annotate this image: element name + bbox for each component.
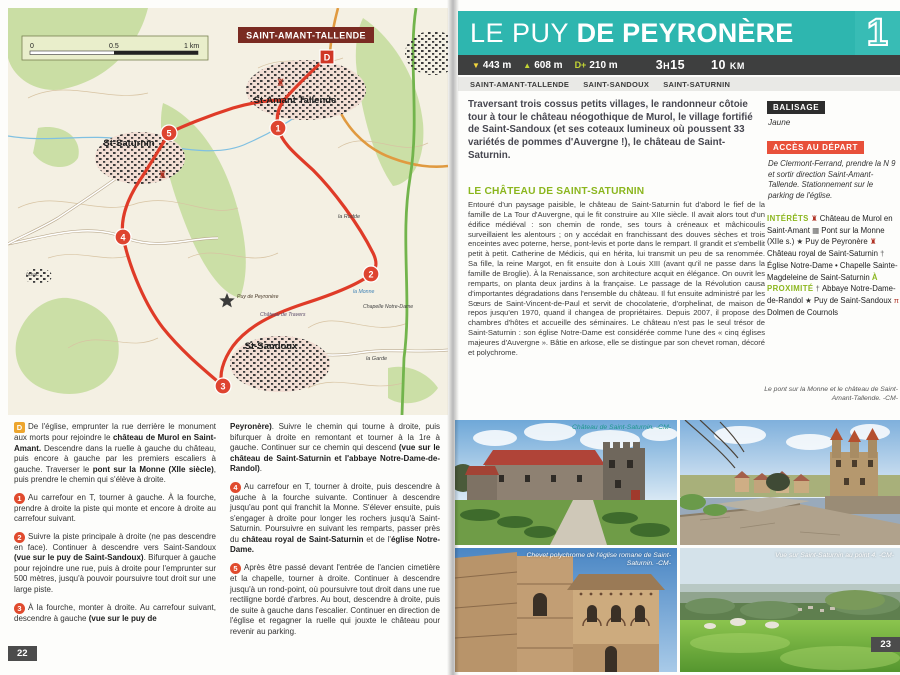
dolmen-icon: π: [893, 295, 899, 305]
label-la-rodde: la Rodde: [338, 214, 361, 220]
map-scale-bar: [22, 36, 208, 60]
town-1: SAINT-AMANT-TALLENDE: [470, 79, 570, 89]
map-marker-4: 4: [120, 232, 126, 243]
star-icon: ★: [796, 237, 806, 247]
step-marker-3: 3: [14, 603, 25, 614]
map-marker-2: 2: [368, 269, 374, 280]
title-bar: [458, 11, 855, 55]
page-title-bold: DE PEYRONÈRE: [576, 17, 794, 48]
photo2-scene: [680, 420, 900, 545]
towns-bar: [458, 77, 900, 91]
label-puy-peyronere: Puy de Peyronère: [237, 294, 279, 300]
step-3: 3 À la fourche, monter à droite. Au carrefour suivant, descendre à gauche (vue sur le puy de: [14, 602, 216, 623]
acces-badge: ACCÈS AU DÉPART: [767, 141, 864, 154]
castle-icon: ♜: [810, 214, 820, 224]
page-title-light: LE PUY: [470, 17, 577, 48]
church-icon: †: [880, 249, 885, 259]
step-3-continued: Peyronère). Suivre le chemin qui tourne à droite, puis bifurquer à droite en remontant et tourner à la 1re à gauche. Continuer sur ce chemin qui descend (vue sur le château de Saint-Saturnin et l'abbaye Notre-Dame-de-Randol).: [230, 422, 440, 474]
stats-bar: [458, 55, 900, 75]
instructions-column-1: [14, 422, 216, 631]
photo1-scene: [455, 420, 677, 545]
step-marker-5: 5: [230, 563, 241, 574]
star-icon: ★: [805, 295, 814, 305]
photo3-caption: Chevet polychrome de l'église romane de Saint-Saturnin. -CM-: [526, 552, 671, 568]
section-heading: LE CHÂTEAU DE SAINT-SATURNIN: [468, 186, 645, 197]
distance-value: 10 km: [711, 58, 745, 72]
page-gutter: [447, 0, 459, 675]
photo4-scene: [680, 548, 900, 672]
step-marker-2: 2: [14, 532, 25, 543]
castle-icon: ♜: [869, 237, 877, 247]
town-2: SAINT-SANDOUX: [583, 79, 650, 89]
step-d: D De l'église, emprunter la rue derrière le monument aux morts pour rejoindre le château de Murol en Saint-Amant. Descendre dans la ruelle à gauche du château, puis encore à gauche par les premiers escaliers à gauche. Traverser le pont sur la Monne (XIIe siècle), puis prendre le chemin qui s'élève à droite.: [14, 422, 216, 485]
topo-map: [8, 8, 448, 415]
label-la-garde: la Garde: [366, 356, 388, 362]
page-number-right: 23: [871, 637, 900, 652]
label-la-monne: la Monne: [353, 289, 375, 295]
sidebar-photo-caption: Le pont sur la Monne et le château de Saint-Amant-Tallende. -CM-: [764, 386, 898, 402]
balisage-value: Jaune: [768, 118, 791, 127]
hike-number-badge: 1: [855, 11, 900, 55]
scale-zero: 0: [30, 43, 34, 50]
label-st-saturnin: St-Saturnin: [103, 138, 155, 149]
castle-icon: ♜: [276, 78, 285, 89]
church-icon: †: [815, 284, 822, 294]
scale-one: 1 km: [184, 43, 200, 50]
step-2: 2 Suivre la piste principale à droite (ne pas descendre en face). Continuer à descendre vers Saint-Sandoux (vue sur le puy de Saint-Sandoux). Bifurquer à gauche pour rejoindre une rue, puis à droite pour l'emprunter sur 500 mètres, jusqu'à pouvoir poursuivre tout droit sur une large piste.: [14, 531, 216, 595]
town-3: SAINT-SATURNIN: [663, 79, 731, 89]
photo1-caption: Château de Saint-Saturnin. -CM-: [572, 424, 671, 431]
step-marker-1: 1: [14, 493, 25, 504]
page-number-left: 22: [8, 646, 37, 661]
dplus-icon: D+: [574, 60, 587, 70]
interets-label: INTÉRÊTS: [767, 214, 809, 224]
map-marker-1: 1: [275, 123, 281, 134]
step-4: 4 Au carrefour en T, tourner à droite, puis descendre à gauche à la fourche suivante. Continuer à descendre jusqu'au pont qui franchit la Monne. S'élever ensuite, puis s'engager à droite pour longer les rochers jusqu'à Saint-Saturnin. Poursuivre en suivant les remparts, passer près du château royal de Saint-Saturnin et de l'église Notre-Dame.: [230, 481, 440, 555]
info-sidebar: [767, 97, 900, 318]
map-marker-5: 5: [166, 128, 172, 139]
label-chapelle-nd: Chapelle Notre-Dame: [363, 304, 414, 310]
map-marker-3: 3: [220, 381, 226, 392]
instructions-column-2: [230, 422, 440, 644]
scale-half: 0.5: [109, 43, 119, 50]
step-marker-d: D: [14, 422, 25, 433]
label-st-amant: St-Amant Tallende: [253, 95, 337, 106]
map-town-badge: [238, 27, 374, 43]
balisage-badge: BALISAGE: [767, 101, 825, 114]
dplus-value: 210 m: [589, 59, 618, 71]
route-instructions: [14, 422, 440, 662]
photo-vue-saint-saturnin: [680, 548, 900, 672]
right-page: [455, 0, 900, 675]
descent-icon: ▼: [472, 60, 480, 70]
photo4-caption: Vue sur Saint-Saturnin au point 4. -CM-: [775, 552, 894, 559]
photo-pont-et-chateau: [680, 420, 900, 545]
step-marker-4: 4: [230, 482, 241, 493]
intro-paragraph: Traversant trois cossus petits villages, le randonneur côtoie tour à tour le château néogothique de Murol, le village fortifié de Saint-Sandoux (et ses coteaux lumineux où poussent 33 variétés de pommes d'Auvergne !), le château de Saint-Saturnin.: [468, 99, 753, 161]
descent-value: 443 m: [482, 59, 512, 71]
step-5: 5 Après être passé devant l'entrée de l'ancien cimetière et la chapelle, tourner à droite. Continuer à descendre jusqu'à un rond-point, où poursuivre tout droit dans une rue rectiligne bordé d'arbres. Au bout, descendre à droite, puis de suite à gauche dans l'escalier. Continuer en direction de l'église et regagner la ruelle qui jouxte le château pour revenir au parking.: [230, 563, 440, 636]
castle-icon: ♜: [158, 170, 167, 181]
bridge-icon: ▦: [812, 225, 822, 235]
photo-chevet-eglise: [455, 548, 677, 672]
interets-list: INTÉRÊTS ♜ Château de Murol en Saint-Amant ▦ Pont sur la Monne (XIIe s.) ★ Puy de Peyronère ♜ Château royal de Saint-Saturnin † Église Notre-Dame • Chapelle Sainte-Magdeleine de Saint-Saturnin À PROXIMITÉ † Abbaye Notre-Dame-de-Randol ★ Puy de Saint-Sandoux π Dolmen de Cournols: [767, 214, 899, 317]
topo-map-svg: [8, 8, 448, 415]
body-text: Entouré d'un paysage paisible, le château de Saint-Saturnin fut d'abord le fief de la famille de La Tour d'Auvergne, qui le fit construire au XIIe siècle. Il avait alors tout d'un édifice médiéval : son chemin de ronde, ses tours à créneaux et mâchicoulis surveillaient les alentours ; on y accédait en franchissant des douves sèches et trois enceintes avec poterne, herse, pont-levis et porte dans le rempart. Il grandit et s'embellit petit à petit. Catherine de Médicis, qui en hérita, lui transmit un peu de sa renommée. Sa fille, la reine Margot, en fit ensuite don à Louis XIII (avant qu'il ne passe dans la famille de Broglie). À la Renaissance, son architecture acquit en élégance. On ouvrit les remparts, on planta deux jardins à la française. Le passage de la Révolution causa d'importantes dégradations dans l'ensemble du château. Il fut ensuite administré par les Sœurs de Saint-Vincent-de-Paul et servit de chocolaterie, d'orphelinat, de maison de repos jusqu'en 1970, quand il changea de propriétaires. Depuis 2007, il propose des chambres d'hôtes et accueille des séminaires. Le château n'est pas le seul trésor de Saint-Saturnin : son église Notre-Dame est considérée comme l'une des « cinq églises majeures d'Auvergne ». Bâtie en arkose, elle se distingue par son chevet roman, décoré et polychrome.: [468, 200, 765, 357]
step-1: 1 Au carrefour en T, tourner à gauche. À la fourche, prendre à droite la piste qui monte et encore à droite au carrefour suivant.: [14, 492, 216, 524]
map-marker-d: D: [323, 52, 331, 63]
town-badge-label: SAINT-AMANT-TALLENDE: [246, 30, 366, 41]
label-issac: Issac: [26, 272, 39, 278]
duration-value: 3h15: [655, 58, 686, 72]
ascent-value: 608 m: [534, 59, 563, 71]
acces-text: De Clermont-Ferrand, prendre la N 9 et sortir direction Saint-Amant-Tallende. Stationnement sur le parking de l'église.: [768, 159, 896, 200]
label-st-sandoux: St-Sandoux: [244, 341, 298, 352]
ascent-icon: ▲: [523, 60, 532, 70]
photo-chateau-saint-saturnin: [455, 420, 677, 545]
proximite-label: À PROXIMITÉ: [767, 272, 878, 294]
label-chateau-travers: Château de Travers: [260, 312, 306, 318]
